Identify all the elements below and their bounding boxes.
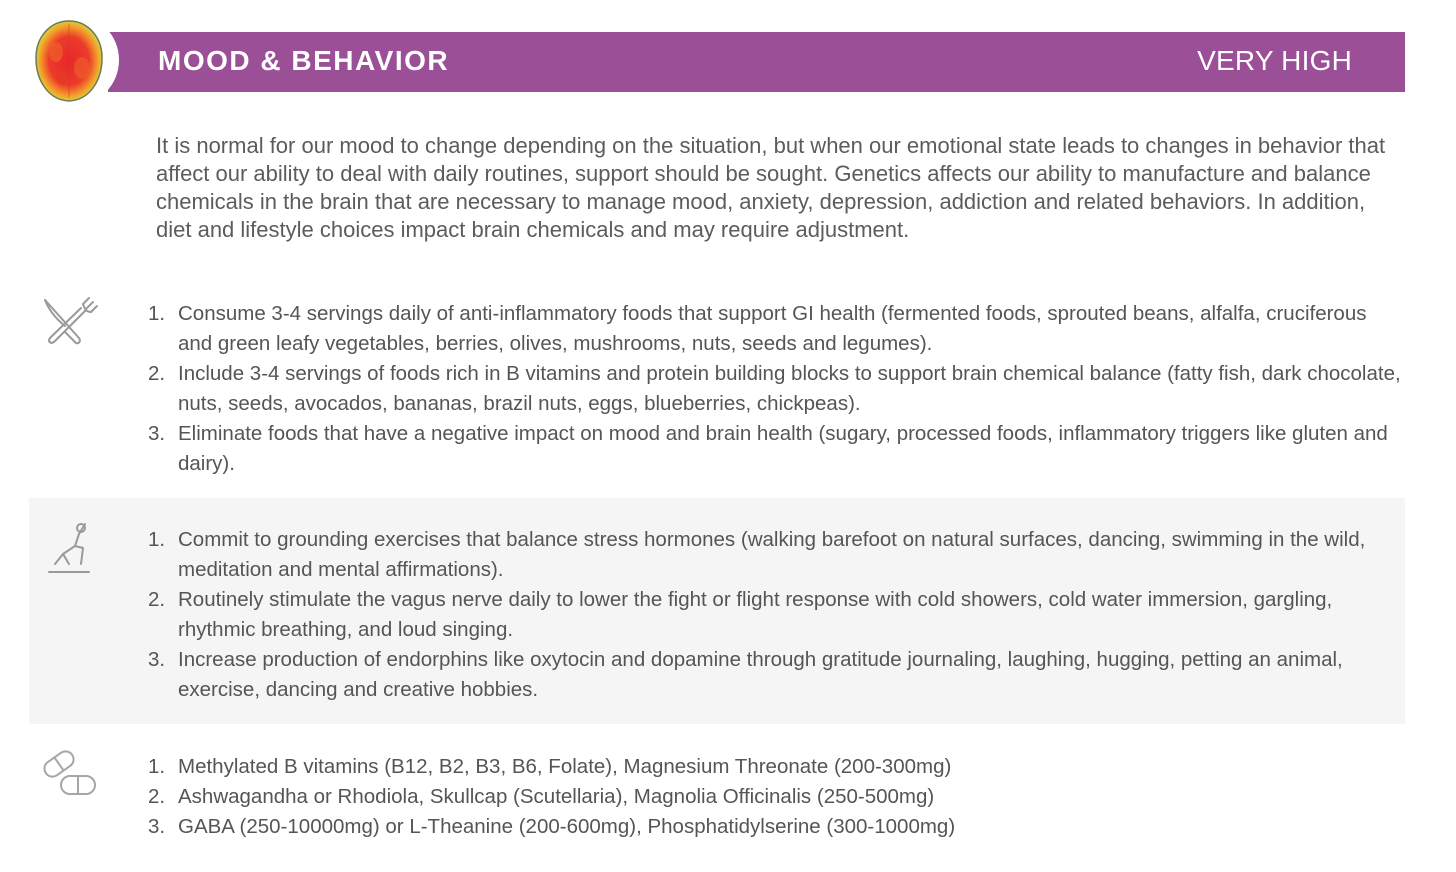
list-item: 2. Ashwagandha or Rhodiola, Skullcap (Scutellaria), Magnolia Officinalis (250-500mg) (148, 785, 935, 808)
list-item: 2. Routinely stimulate the vagus nerve daily to lower the fight or flight response with cold showers, cold water immersion, gargling, rhythmic breathing, and loud singing. (148, 588, 1333, 641)
risk-level-label: VERY HIGH (1197, 45, 1352, 76)
list-item: 2. Include 3-4 servings of foods rich in B vitamins and protein building blocks to support brain chemical balance (fatty fish, dark chocolate, nuts, seeds, avocados, bananas, brazil nuts, eggs, blueberries, chickpeas). (148, 362, 1401, 415)
lifestyle-section (29, 498, 1405, 724)
brain-heatmap-icon (27, 14, 119, 106)
list-item: 1. Commit to grounding exercises that balance stress hormones (walking barefoot on natural surfaces, dancing, swimming in the wild, meditation and mental affirmations). (148, 528, 1366, 581)
lifestyle-recommendations-list (148, 525, 1403, 705)
diet-recommendations-list (148, 299, 1403, 479)
fork-knife-icon (39, 294, 99, 354)
list-item: 1. Consume 3-4 servings daily of anti-inflammatory foods that support GI health (fermented foods, sprouted beans, alfalfa, cruciferous and green leafy vegetables, berries, olives, mushrooms, nuts, seeds and legumes). (148, 302, 1367, 355)
intro-paragraph: It is normal for our mood to change depending on the situation, but when our emotional state leads to changes in behavior that affect our ability to deal with daily routines, support should be sought. Genetics affects our ability to manufacture and balance chemicals in the brain that are necessary to manage mood, anxiety, depression, addiction and related behaviors. In addition, diet and lifestyle choices impact brain chemicals and may require adjustment. (156, 133, 1386, 242)
supplements-recommendations-list (148, 752, 1403, 842)
list-item: 3. Eliminate foods that have a negative impact on mood and brain health (sugary, processed foods, inflammatory triggers like gluten and dairy). (148, 422, 1388, 475)
yoga-stretch-icon (39, 518, 99, 578)
list-item: 3. GABA (250-10000mg) or L-Theanine (200-600mg), Phosphatidylserine (300-1000mg) (148, 815, 956, 838)
supplements-section (29, 724, 1405, 854)
section-title: MOOD & BEHAVIOR (158, 45, 450, 76)
list-item: 1. Methylated B vitamins (B12, B2, B3, B6, Folate), Magnesium Threonate (200-300mg) (148, 755, 952, 778)
diet-section (29, 280, 1405, 498)
list-item: 3. Increase production of endorphins like oxytocin and dopamine through gratitude journaling, laughing, hugging, petting an animal, exercise, dancing and creative hobbies. (148, 648, 1343, 701)
pills-icon (39, 744, 99, 804)
